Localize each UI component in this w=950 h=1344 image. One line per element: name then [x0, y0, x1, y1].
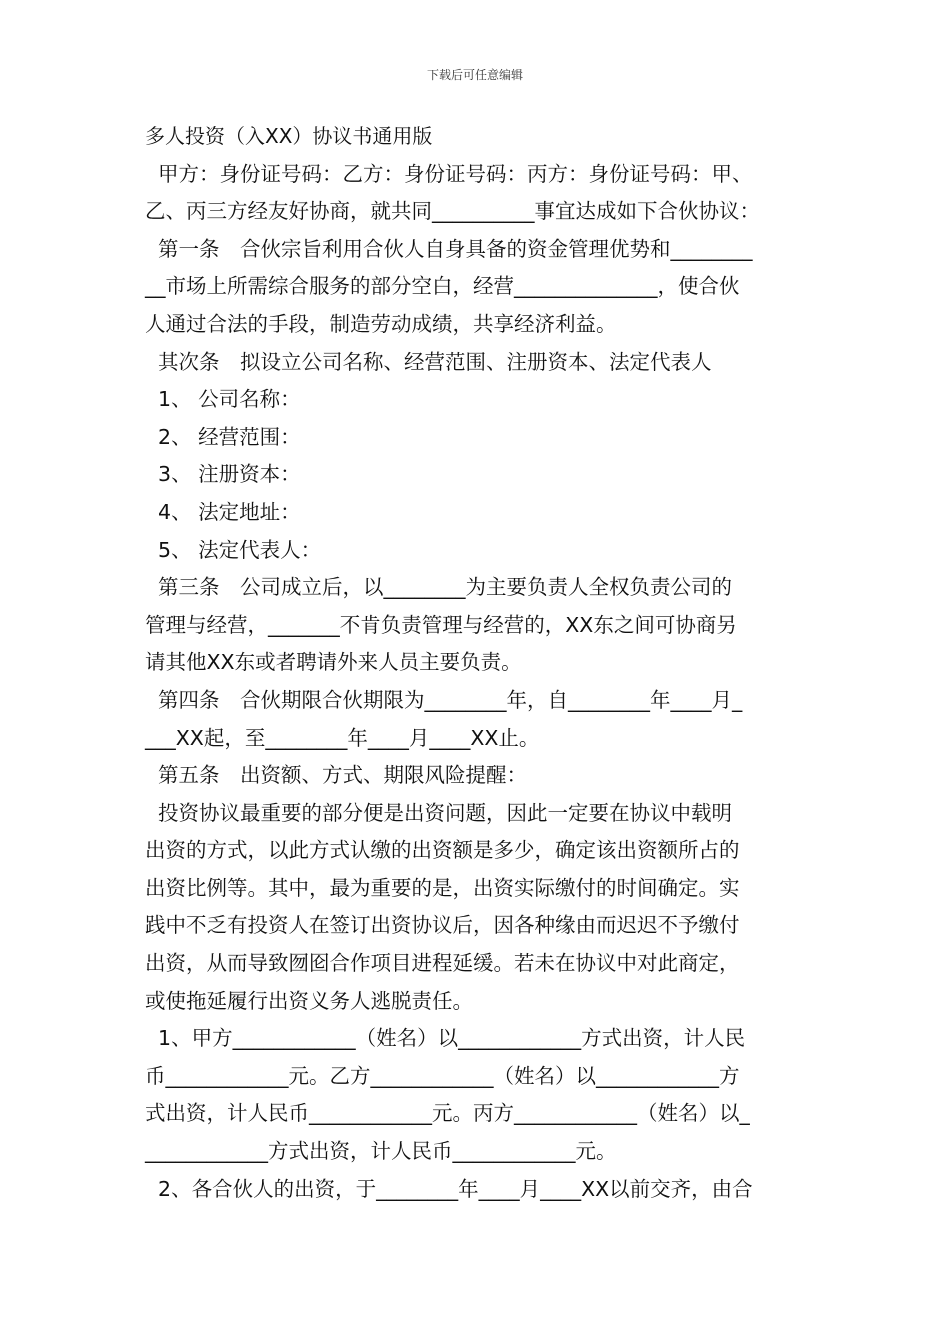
paragraph-line: 第四条 合伙期限合伙期限为________年，自________年____月_ — [145, 687, 743, 712]
paragraph-line: 请其他XX东或者聘请外来人员主要负责。 — [145, 650, 522, 675]
list-item: 5、 法定代表人： — [145, 537, 322, 562]
paragraph-line: ____________方式出资，计人民币____________元。 — [145, 1139, 617, 1164]
paragraph-line: 甲方：身份证号码：乙方：身份证号码：丙方：身份证号码：甲、 — [145, 161, 753, 186]
paragraph-line: 其次条 拟设立公司名称、经营范围、注册资本、法定代表人 — [145, 349, 712, 374]
paragraph-line: 出资，从而导致囫囵合作项目进程延缓。若未在协议中对此商定， — [145, 951, 740, 976]
paragraph-line: 1、甲方____________（姓名）以____________方式出资，计人民 — [145, 1026, 746, 1051]
paragraph-line: __市场上所需综合服务的部分空白，经营______________，使合伙 — [145, 274, 740, 299]
list-item: 4、 法定地址： — [145, 499, 301, 524]
paragraph-line: 币____________元。乙方____________（姓名）以____________方 — [145, 1063, 740, 1088]
paragraph-line: 2、各合伙人的出资，于________年____月____XX以前交齐，由合 — [145, 1176, 753, 1201]
paragraph-line: 或使拖延履行出资义务人逃脱责任。 — [145, 988, 473, 1013]
paragraph-line: 出资比例等。其中，最为重要的是，出资实际缴付的时间确定。实 — [145, 875, 740, 900]
paragraph-line: 人通过合法的手段，制造劳动成绩，共享经济利益。 — [145, 311, 617, 336]
paragraph-line: 第一条 合伙宗旨利用合伙人自身具备的资金管理优势和________ — [145, 236, 753, 261]
paragraph-line: 第五条 出资额、方式、期限风险提醒： — [145, 763, 528, 788]
list-item: 2、 经营范围： — [145, 424, 301, 449]
paragraph-line: 践中不乏有投资人在签订出资协议后，因各种缘由而迟迟不予缴付 — [145, 913, 740, 938]
paragraph-line: 式出资，计人民币____________元。丙方____________（姓名）以_ — [145, 1101, 750, 1126]
paragraph-line: 出资的方式，以此方式认缴的出资额是多少，确定该出资额所占的 — [145, 838, 740, 863]
paragraph-line: ___XX起，至________年____月____XX止。 — [145, 725, 540, 750]
paragraph-line: 乙、丙三方经友好协商，就共同__________事宜达成如下合伙协议： — [145, 199, 760, 224]
paragraph-line: 管理与经营，_______不肯负责管理与经营的，XX东之间可协商另 — [145, 612, 737, 637]
list-item: 1、 公司名称： — [145, 387, 301, 412]
paragraph-line: 投资协议最重要的部分便是出资问题，因此一定要在协议中载明 — [145, 800, 733, 825]
document-title: 多人投资（入XX）协议书通用版 — [145, 124, 433, 148]
paragraph-line: 第三条 公司成立后，以________为主要负责人全权负责公司的 — [145, 575, 733, 600]
document-body — [145, 118, 813, 1208]
page-header: 下载后可任意编辑 — [426, 68, 523, 82]
list-item: 3、 注册资本： — [145, 462, 301, 487]
